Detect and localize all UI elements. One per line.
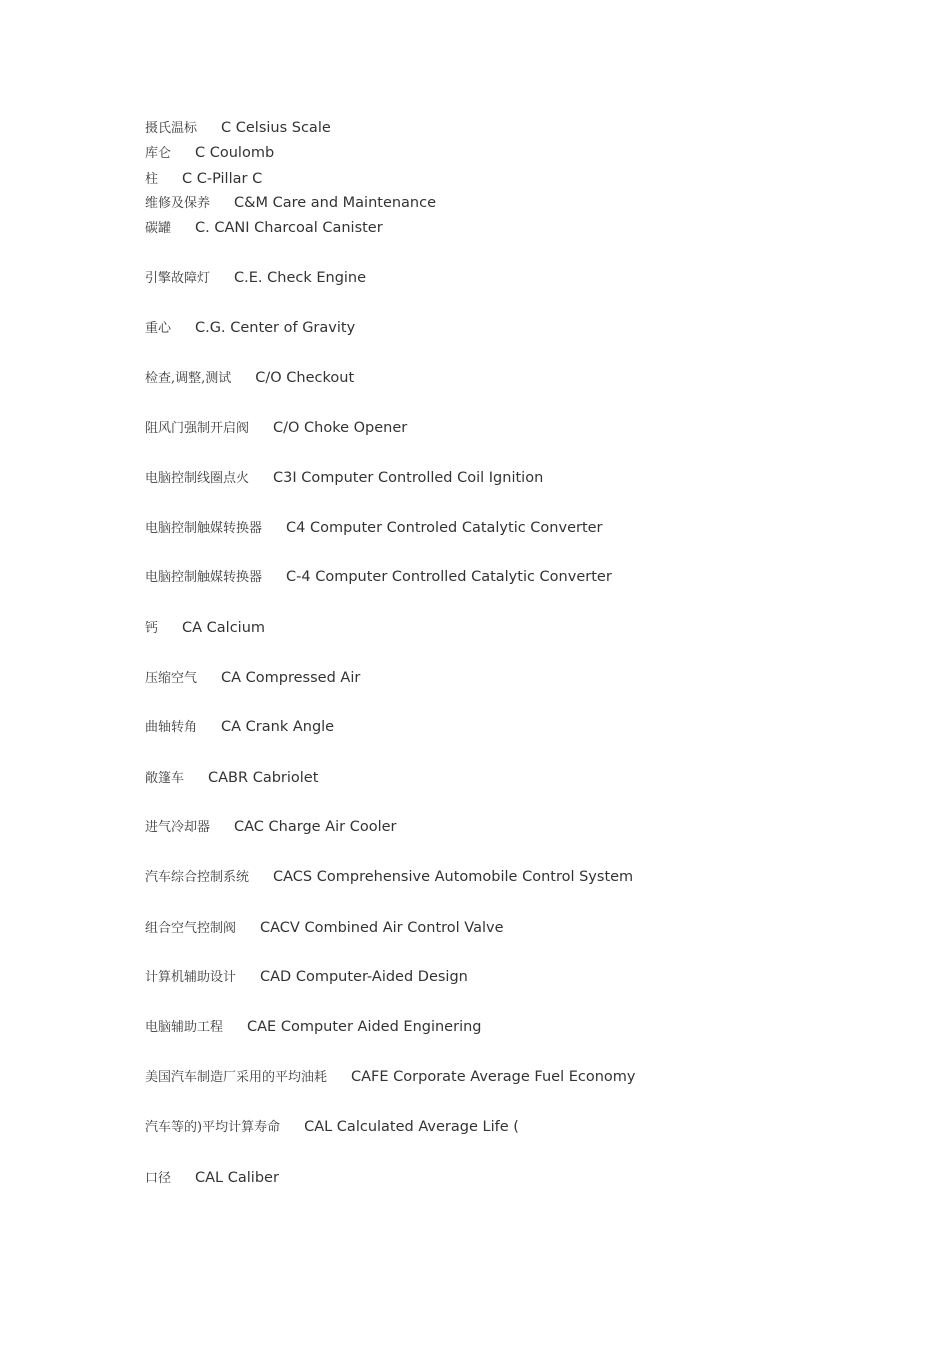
term-chinese: 检查,调整,测试 — [145, 371, 232, 386]
list-item — [145, 967, 468, 987]
list-item — [145, 567, 612, 587]
term-chinese: 计算机辅助设计 — [145, 970, 237, 985]
term-english: CA Crank Angle — [221, 719, 335, 735]
term-english: C4 Computer Controled Catalytic Converter — [286, 520, 603, 536]
term-english: CA Compressed Air — [221, 670, 361, 686]
term-chinese: 库仑 — [145, 146, 172, 161]
list-item — [145, 1017, 482, 1037]
term-chinese: 摄氏温标 — [145, 121, 198, 136]
term-chinese: 进气冷却器 — [145, 820, 211, 835]
term-chinese: 钙 — [145, 621, 159, 636]
term-chinese: 口径 — [145, 1171, 172, 1186]
list-item — [145, 817, 396, 837]
term-chinese: 柱 — [145, 172, 159, 187]
term-english: C. CANI Charcoal Canister — [195, 220, 383, 236]
term-english: C Celsius Scale — [221, 120, 331, 136]
term-chinese: 压缩空气 — [145, 671, 198, 686]
term-english: C Coulomb — [195, 145, 275, 161]
list-item — [145, 468, 543, 488]
list-item — [145, 318, 355, 338]
term-chinese: 美国汽车制造厂采用的平均油耗 — [145, 1070, 328, 1085]
term-english: CACV Combined Air Control Valve — [260, 920, 504, 936]
term-chinese: 电脑控制触媒转换器 — [145, 570, 263, 585]
term-chinese: 曲轴转角 — [145, 720, 198, 735]
term-english: C.G. Center of Gravity — [195, 320, 356, 336]
list-item — [145, 268, 366, 288]
list-item — [145, 867, 633, 887]
term-english: CAD Computer-Aided Design — [260, 969, 468, 985]
term-english: C C-Pillar C — [182, 171, 263, 187]
list-item — [145, 518, 603, 538]
list-item — [145, 418, 407, 438]
term-chinese: 汽车综合控制系统 — [145, 870, 250, 885]
term-chinese: 碳罐 — [145, 221, 172, 236]
term-chinese: 组合空气控制阀 — [145, 921, 237, 936]
term-chinese: 重心 — [145, 321, 172, 336]
list-item — [145, 668, 360, 688]
list-item — [145, 1067, 636, 1087]
term-english: CAL Caliber — [195, 1170, 279, 1186]
list-item — [145, 218, 383, 238]
term-chinese: 引擎故障灯 — [145, 271, 211, 286]
term-english: C.E. Check Engine — [234, 270, 367, 286]
list-item — [145, 169, 262, 189]
term-english: C-4 Computer Controlled Catalytic Converter — [286, 569, 612, 585]
list-item — [145, 143, 274, 163]
term-chinese: 汽车等的)平均计算寿命 — [145, 1120, 281, 1135]
term-chinese: 阻风门强制开启阀 — [145, 421, 250, 436]
list-item — [145, 193, 436, 213]
term-chinese: 电脑辅助工程 — [145, 1020, 224, 1035]
term-chinese: 维修及保养 — [145, 196, 211, 211]
list-item — [145, 768, 318, 788]
term-english: C/O Checkout — [255, 370, 355, 386]
term-english: CACS Comprehensive Automobile Control System — [273, 869, 634, 885]
list-item — [145, 368, 354, 388]
list-item — [145, 118, 331, 138]
term-english: CAE Computer Aided Enginering — [247, 1019, 482, 1035]
term-english: CAFE Corporate Average Fuel Economy — [351, 1069, 636, 1085]
glossary-list — [145, 0, 905, 1347]
list-item — [145, 717, 334, 737]
list-item — [145, 918, 504, 938]
list-item — [145, 1117, 519, 1137]
term-chinese: 电脑控制线圈点火 — [145, 471, 250, 486]
term-english: C3I Computer Controlled Coil Ignition — [273, 470, 544, 486]
term-chinese: 电脑控制触媒转换器 — [145, 521, 263, 536]
term-english: CABR Cabriolet — [208, 770, 319, 786]
list-item — [145, 618, 265, 638]
term-english: CAL Calculated Average Life ( — [304, 1119, 519, 1135]
term-english: C/O Choke Opener — [273, 420, 408, 436]
list-item — [145, 1168, 279, 1188]
term-english: CAC Charge Air Cooler — [234, 819, 397, 835]
term-english: C&M Care and Maintenance — [234, 195, 437, 211]
term-chinese: 敞篷车 — [145, 771, 185, 786]
term-english: CA Calcium — [182, 620, 266, 636]
